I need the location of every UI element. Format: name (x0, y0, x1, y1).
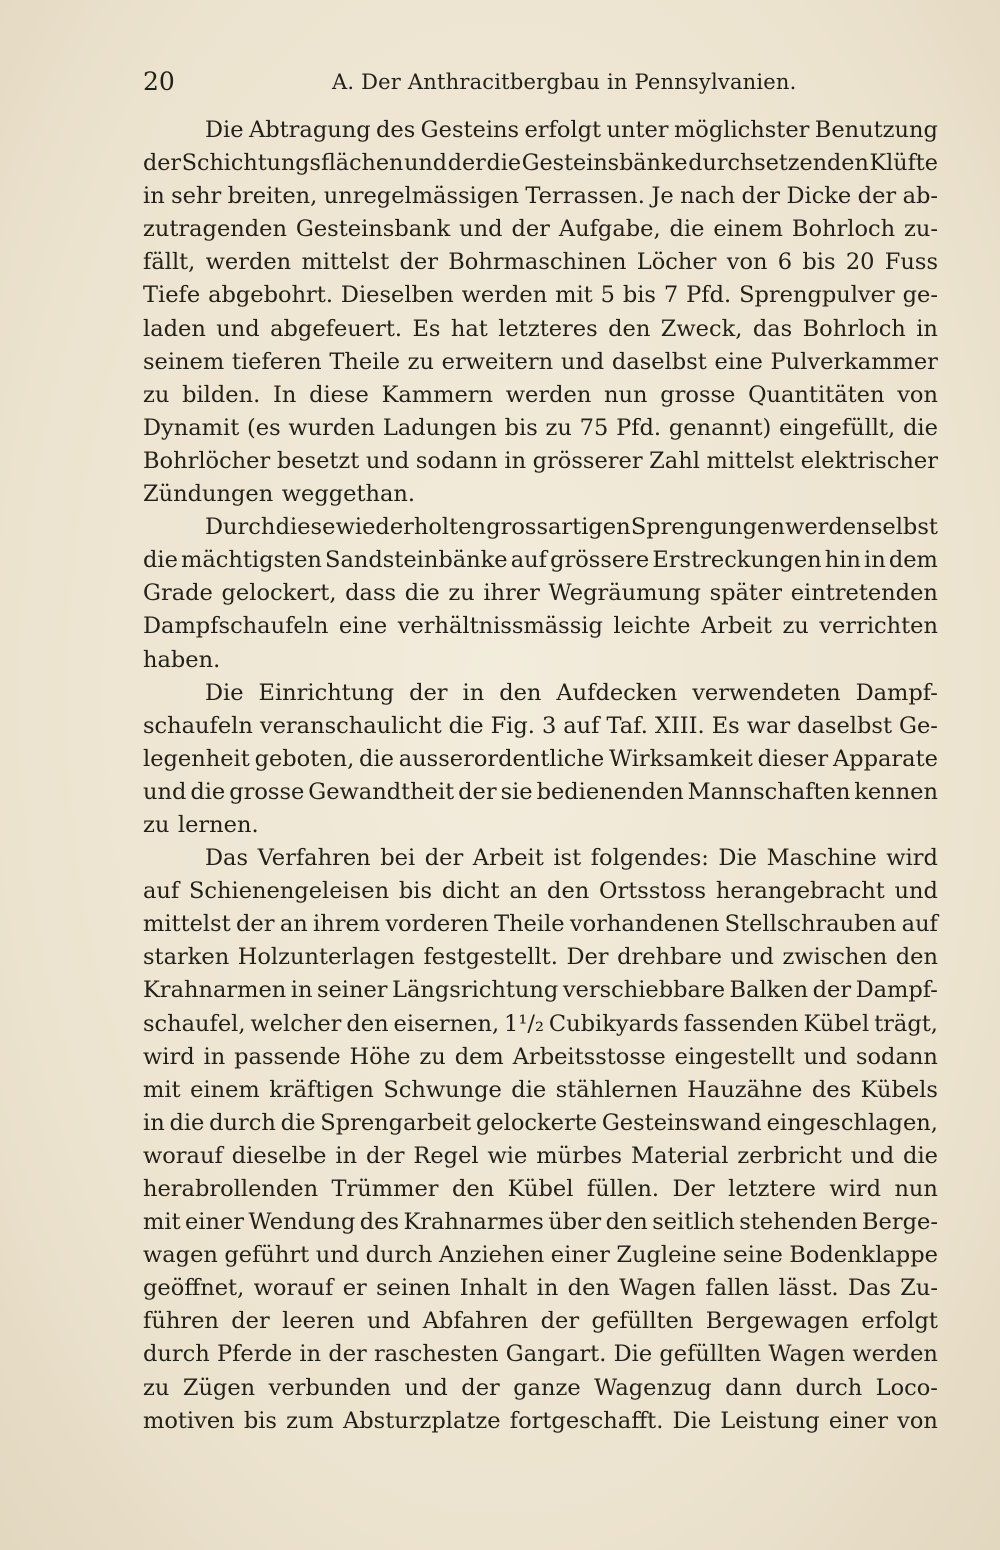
text-line: schaufel, welcher den eisernen, 1¹/₂ Cubikyards fassenden Kübel trägt, (143, 1010, 938, 1037)
text-line: Dynamit (es wurden Ladungen bis zu 75 Pfd. genannt) eingefüllt, die (143, 414, 938, 441)
text-line: Grade gelockert, dass die zu ihrer Wegräumung später eintretenden (143, 580, 938, 607)
text-line: Das Verfahren bei der Arbeit ist folgendes: Die Maschine wird (205, 845, 938, 872)
text-line: herabrollenden Trümmer den Kübel füllen. Der letztere wird nun (143, 1176, 938, 1202)
body-text (143, 114, 938, 1438)
text-line: mit einer Wendung des Krahnarmes über den seitlich stehenden Berge- (143, 1209, 938, 1236)
text-line: starken Holzunterlagen festgestellt. Der drehbare und zwischen den (143, 944, 938, 971)
text-line: und die grosse Gewandtheit der sie bedienenden Mannschaften kennen (143, 778, 938, 805)
text-line: motiven bis zum Absturzplatze fortgeschafft. Die Leistung einer von (143, 1407, 938, 1434)
text-line: Tiefe abgebohrt. Dieselben werden mit 5 bis 7 Pfd. Sprengpulver ge- (143, 282, 938, 309)
running-title: A. Der Anthracitbergbau in Pennsylvanien. (332, 70, 797, 94)
text-line: Krahnarmen in seiner Längsrichtung verschiebbare Balken der Dampf- (143, 977, 938, 1004)
text-line: Dampfschaufeln eine verhältnissmässig leichte Arbeit zu verrichten (143, 613, 938, 640)
text-line: fällt, werden mittelst der Bohrmaschinen Löcher von 6 bis 20 Fuss (143, 249, 938, 276)
text-line: die mächtigsten Sandsteinbänke auf grössere Erstreckungen hin in dem (143, 547, 938, 574)
text-line: seinem tieferen Theile zu erweitern und daselbst eine Pulverkammer (143, 348, 938, 375)
text-line: worauf dieselbe in der Regel wie mürbes Material zerbricht und die (143, 1142, 938, 1169)
text-line: geöffnet, worauf er seinen Inhalt in den Wagen fallen lässt. Das Zu- (143, 1275, 938, 1302)
text-line: mittelst der an ihrem vorderen Theile vorhandenen Stellschrauben auf (143, 911, 938, 938)
text-line: auf Schienengeleisen bis dicht an den Ortsstoss herangebracht und (143, 878, 938, 905)
text-line: Bohrlöcher besetzt und sodann in grösserer Zahl mittelst elektrischer (143, 447, 938, 474)
text-line: der Schichtungsflächen und der die Gesteinsbänke durchsetzenden Klüfte (143, 150, 938, 177)
text-line: Zündungen weggethan. (143, 481, 416, 508)
text-line: zu lernen. (143, 811, 259, 838)
text-line: wird in passende Höhe zu dem Arbeitsstosse eingestellt und sodann (143, 1043, 938, 1070)
page-number: 20 (143, 67, 175, 96)
text-line: durch Pferde in der raschesten Gangart. Die gefüllten Wagen werden (143, 1341, 938, 1368)
text-line: Die Einrichtung der in den Aufdecken verwendeten Dampf- (205, 679, 938, 706)
text-line: zutragenden Gesteinsbank und der Aufgabe, die einem Bohrloch zu- (143, 216, 938, 243)
running-head (143, 64, 938, 100)
text-line: zu bilden. In diese Kammern werden nun grosse Quantitäten von (143, 381, 938, 408)
text-line: Durch diese wiederholten grossartigen Sprengungen werden selbst (205, 514, 938, 541)
text-line: Die Abtragung des Gesteins erfolgt unter möglichster Benutzung (205, 117, 938, 143)
text-line: in die durch die Sprengarbeit gelockerte Gesteinswand eingeschlagen, (143, 1109, 938, 1136)
text-line: mit einem kräftigen Schwunge die stählernen Hauzähne des Kübels (143, 1076, 938, 1103)
text-line: legenheit geboten, die ausserordentliche Wirksamkeit dieser Apparate (143, 745, 938, 772)
text-line: haben. (143, 646, 221, 673)
text-line: schaufeln veranschaulicht die Fig. 3 auf Taf. XIII. Es war daselbst Ge- (143, 712, 938, 739)
text-line: in sehr breiten, unregelmässigen Terrassen. Je nach der Dicke der ab- (143, 183, 938, 210)
text-line: zu Zügen verbunden und der ganze Wagenzug dann durch Loco- (143, 1374, 938, 1401)
text-line: laden und abgefeuert. Es hat letzteres den Zweck, das Bohrloch in (143, 315, 938, 342)
text-line: wagen geführt und durch Anziehen einer Zugleine seine Bodenklappe (143, 1242, 938, 1269)
text-line: führen der leeren und Abfahren der gefüllten Bergewagen erfolgt (143, 1308, 938, 1335)
